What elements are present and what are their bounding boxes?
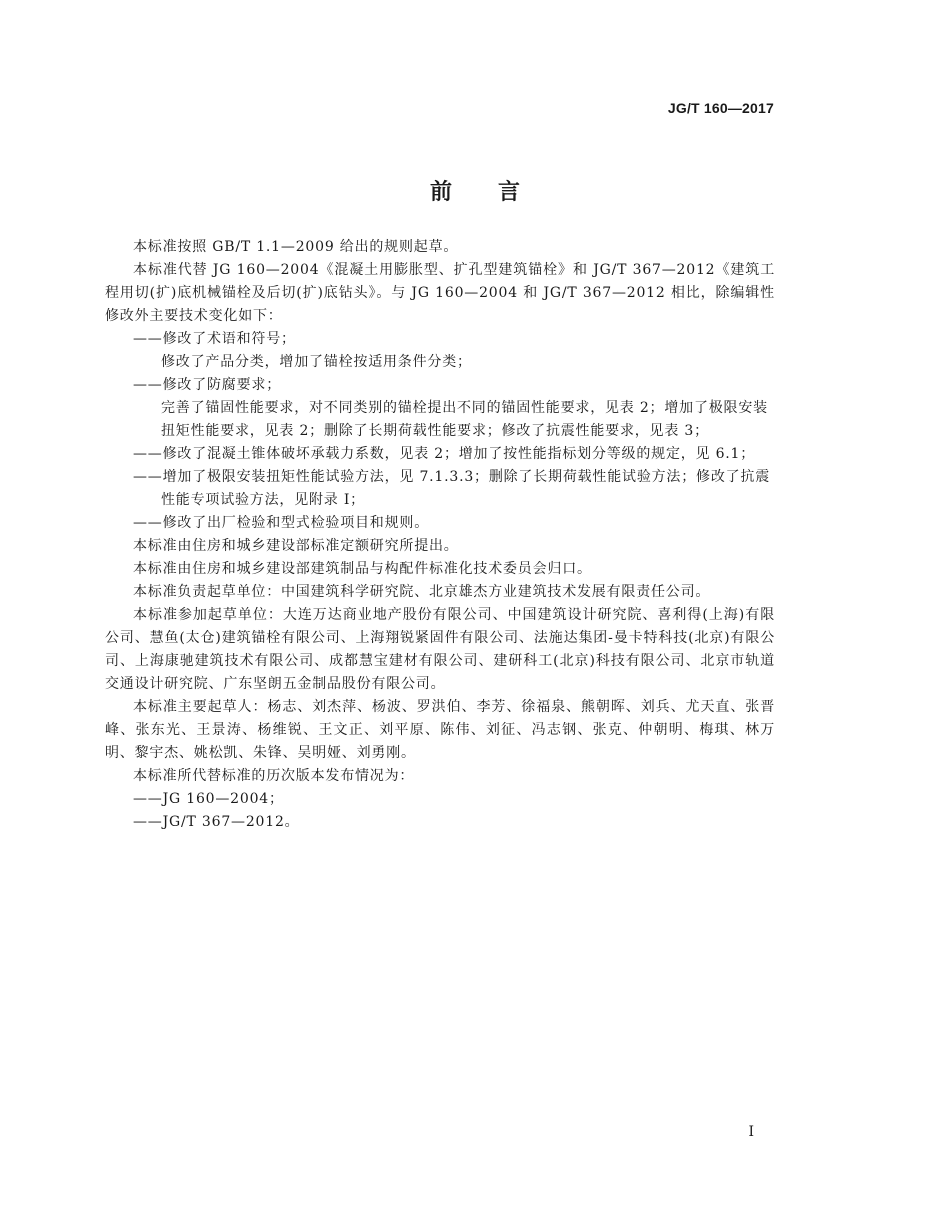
change-item: ——修改了防腐要求； <box>133 377 281 393</box>
standard-code: JG/T 160—2017 <box>667 100 774 116</box>
paragraph-replacement: 本标准代替 JG 160—2004《混凝土用膨胀型、扩孔型建筑锚栓》和 JG/T 367—2012《建筑工程用切(扩)底机械锚栓及后切(扩)底钻头》。与 JG 160—2004 和 JG/T 367—2012 相比，除编辑性修改外主要技术变化如下： <box>105 262 775 324</box>
foreword-body <box>105 236 775 834</box>
paragraph-proposed-by: 本标准由住房和城乡建设部标准定额研究所提出。 <box>133 538 459 554</box>
change-item: 修改了产品分类，增加了锚栓按适用条件分类； <box>161 354 472 370</box>
change-item: ——修改了出厂检验和型式检验项目和规则。 <box>133 515 429 531</box>
change-item: ——增加了极限安装扭矩性能试验方法，见 7.1.3.3；删除了长期荷载性能试验方法；修改了抗震性能专项试验方法，见附录 I； <box>133 469 771 508</box>
paragraph-administered-by: 本标准由住房和城乡建设部建筑制品与构配件标准化技术委员会归口。 <box>133 561 592 577</box>
paragraph-history-intro: 本标准所代替标准的历次版本发布情况为： <box>133 768 415 784</box>
paragraph-main-drafters: 本标准主要起草人：杨志、刘杰萍、杨波、罗洪伯、李芳、徐福泉、熊朝晖、刘兵、尤天直、张晋峰、张东光、王景涛、杨维锐、王文正、刘平原、陈伟、刘征、冯志钢、张克、仲朝明、梅琪、林万明、黎宇杰、姚松凯、朱锋、吴明娅、刘勇刚。 <box>105 699 775 761</box>
history-item: ——JG/T 367—2012。 <box>133 814 300 830</box>
paragraph-participating-drafters: 本标准参加起草单位：大连万达商业地产股份有限公司、中国建筑设计研究院、喜利得(上海)有限公司、慧鱼(太仓)建筑锚栓有限公司、上海翔锐紧固件有限公司、法施达集团-曼卡特科技(北京)有限公司、上海康驰建筑技术有限公司、成都慧宝建材有限公司、建研科工(北京)科技有限公司、北京市轨道交通设计研究院、广东坚朗五金制品股份有限公司。 <box>105 607 775 692</box>
change-item: 完善了锚固性能要求，对不同类别的锚栓提出不同的锚固性能要求，见表 2；增加了极限安装扭矩性能要求，见表 2；删除了长期荷载性能要求；修改了抗震性能要求，见表 3； <box>161 400 768 439</box>
title-char-2: 言 <box>498 180 521 205</box>
page-title <box>0 175 950 206</box>
page-number: I <box>748 1124 754 1140</box>
title-char-1: 前 <box>429 180 452 205</box>
history-item: ——JG 160—2004； <box>133 791 284 807</box>
paragraph-drafting-rules: 本标准按照 GB/T 1.1—2009 给出的规则起草。 <box>133 239 459 255</box>
change-item: ——修改了术语和符号； <box>133 331 296 347</box>
change-item: ——修改了混凝土锥体破坏承载力系数，见表 2；增加了按性能指标划分等级的规定，见 6.1； <box>133 446 756 462</box>
paragraph-responsible-drafters: 本标准负责起草单位：中国建筑科学研究院、北京雄杰方业建筑技术发展有限责任公司。 <box>133 584 711 600</box>
